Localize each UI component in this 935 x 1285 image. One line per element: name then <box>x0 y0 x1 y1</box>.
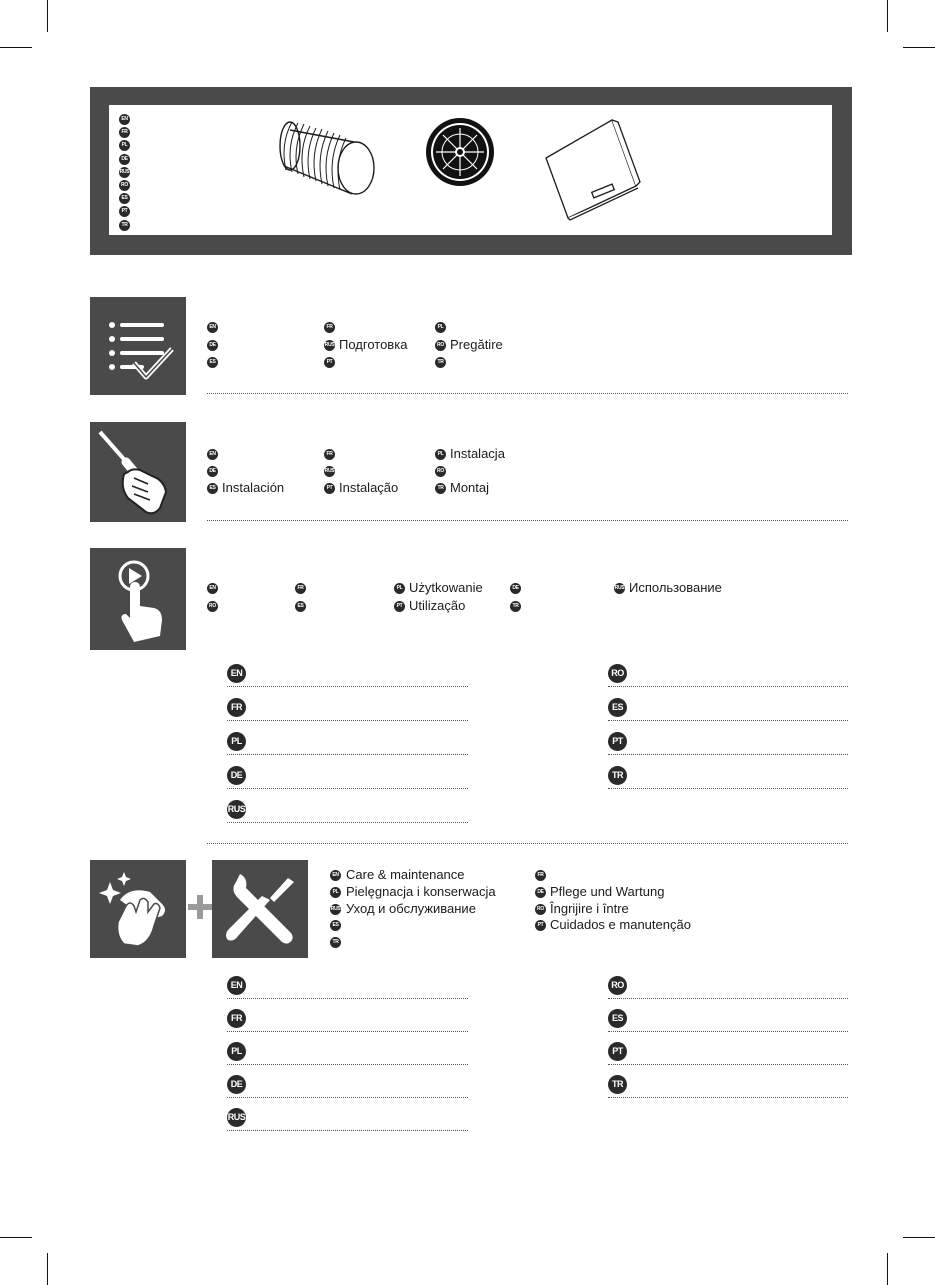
text-line <box>227 998 468 999</box>
cleaning-hand-icon <box>90 860 186 958</box>
screwdriver-hand-icon <box>90 422 186 522</box>
wrench-screwdriver-icon <box>212 860 308 958</box>
lang-badge-de: DE <box>119 154 130 165</box>
text-line <box>608 754 848 755</box>
lang-badge-en: EN <box>330 870 341 881</box>
lang-badge-en: EN <box>119 114 130 125</box>
lang-badge-rus: RUS <box>227 1108 246 1127</box>
heading-es: Instalación <box>222 480 285 495</box>
lang-badge-rus: RUS <box>324 466 335 477</box>
lang-badge-rus: RUS <box>614 583 625 594</box>
heading-ro: Îngrijire i între <box>550 900 629 916</box>
lang-badge-tr: TR <box>435 483 446 494</box>
text-line <box>608 788 848 789</box>
divider <box>207 520 848 521</box>
heading-pt: Utilização <box>409 598 466 613</box>
lang-badge-de: DE <box>510 583 521 594</box>
care-icon-box <box>90 860 186 958</box>
lang-badge-es: ES <box>330 920 341 931</box>
lang-badge-es: ES <box>608 698 627 717</box>
heading-pl: Pielęgnacja i konserwacja <box>346 883 496 899</box>
lang-badge-fr: FR <box>119 127 130 138</box>
text-line <box>227 686 468 687</box>
lang-badge-de: DE <box>227 1075 246 1094</box>
text-line <box>608 686 848 687</box>
lang-badge-pl: PL <box>394 583 405 594</box>
text-line <box>227 720 468 721</box>
lang-badge-ro: RO <box>435 466 446 477</box>
lang-badge-fr: FR <box>227 698 246 717</box>
lang-badge-pt: PT <box>324 357 335 368</box>
lang-badge-es: ES <box>207 483 218 494</box>
heading-pt: Cuidados e manutenção <box>550 917 691 933</box>
text-line <box>227 754 468 755</box>
lang-badge-tr: TR <box>119 220 130 231</box>
divider <box>207 393 848 394</box>
text-line <box>608 1031 848 1032</box>
carbon-filter-icon <box>424 116 496 188</box>
installation-icon-box <box>90 422 186 522</box>
text-line <box>608 720 848 721</box>
lang-badge-de: DE <box>227 766 246 785</box>
text-line <box>227 1064 468 1065</box>
lang-badge-pt: PT <box>608 732 627 751</box>
lang-badge-ro: RO <box>608 664 627 683</box>
lang-badge-pl: PL <box>435 449 446 460</box>
lang-badge-ro: RO <box>207 601 218 612</box>
lang-badge-pl: PL <box>330 887 341 898</box>
lang-badge-tr: TR <box>510 601 521 612</box>
lang-badge-es: ES <box>295 601 306 612</box>
text-line <box>227 788 468 789</box>
usage-icon-box <box>90 548 186 650</box>
lang-badge-fr: FR <box>324 322 335 333</box>
lang-badge-pt: PT <box>119 206 130 217</box>
text-line <box>227 1031 468 1032</box>
lang-badge-tr: TR <box>608 1075 627 1094</box>
lang-badge-en: EN <box>227 664 246 683</box>
lang-badge-pt: PT <box>608 1042 627 1061</box>
lang-badge-rus: RUS <box>119 167 130 178</box>
lang-badge-fr: FR <box>227 1009 246 1028</box>
flexible-duct-icon <box>270 108 382 196</box>
lang-badge-rus: RUS <box>330 904 341 915</box>
heading-rus: Уход и обслуживание <box>346 900 476 916</box>
heading-pl: Użytkowanie <box>409 580 483 595</box>
lang-badge-fr: FR <box>324 449 335 460</box>
lang-badge-en: EN <box>207 322 218 333</box>
lang-badge-pt: PT <box>394 601 405 612</box>
lang-badge-fr: FR <box>295 583 306 594</box>
text-line <box>608 1097 848 1098</box>
lang-badge-de: DE <box>535 887 546 898</box>
preparation-icon-box <box>90 297 186 395</box>
lang-badge-en: EN <box>207 449 218 460</box>
heading-pl: Instalacja <box>450 446 505 461</box>
lang-badge-es: ES <box>608 1009 627 1028</box>
lang-badge-ro: RO <box>535 904 546 915</box>
grease-filter-icon <box>540 112 642 222</box>
heading-pt: Instalação <box>339 480 399 495</box>
lang-badge-en: EN <box>227 976 246 995</box>
lang-badge-ro: RO <box>435 340 446 351</box>
lang-badge-pt: PT <box>324 483 335 494</box>
heading-ro: Pregătire <box>450 337 503 352</box>
lang-badge-pl: PL <box>227 732 246 751</box>
lang-badge-es: ES <box>207 357 218 368</box>
lang-badge-pl: PL <box>119 140 130 151</box>
text-line <box>227 1130 468 1131</box>
lang-badge-tr: TR <box>330 937 341 948</box>
text-line <box>227 822 468 823</box>
lang-badge-rus: RUS <box>324 340 335 351</box>
heading-de: Pflege und Wartung <box>550 883 665 899</box>
lang-badge-ro: RO <box>608 976 627 995</box>
lang-badge-fr: FR <box>535 870 546 881</box>
maintenance-icon-box <box>212 860 308 958</box>
text-line <box>608 1064 848 1065</box>
lang-badge-tr: TR <box>435 357 446 368</box>
plus-icon <box>188 895 212 919</box>
text-line <box>227 1097 468 1098</box>
heading-en: Care & maintenance <box>346 867 465 882</box>
lang-badge-de: DE <box>207 340 218 351</box>
lang-badge-en: EN <box>207 583 218 594</box>
lang-badge-es: ES <box>119 193 130 204</box>
play-touch-icon <box>90 548 186 650</box>
lang-badge-tr: TR <box>608 766 627 785</box>
lang-badge-pl: PL <box>435 322 446 333</box>
lang-badge-pt: PT <box>535 920 546 931</box>
text-line <box>608 998 848 999</box>
lang-badge-rus: RUS <box>227 800 246 819</box>
checklist-icon <box>90 297 186 395</box>
divider <box>207 843 848 844</box>
lang-badge-pl: PL <box>227 1042 246 1061</box>
heading-tr: Montaj <box>450 480 490 495</box>
heading-rus: Подготовка <box>339 337 408 352</box>
lang-badge-ro: RO <box>119 180 130 191</box>
lang-badge-de: DE <box>207 466 218 477</box>
heading-rus: Использование <box>629 580 722 595</box>
